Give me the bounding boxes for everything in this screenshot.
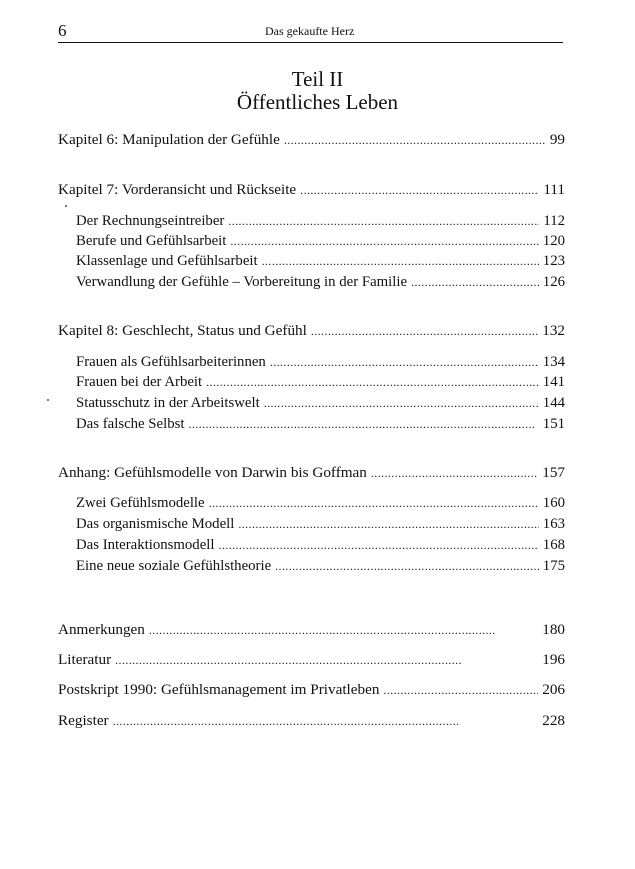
toc-entry-notes — [58, 620, 565, 640]
dot-leader — [228, 211, 539, 231]
toc-entry-section — [76, 493, 565, 513]
toc-entry-label: Register — [58, 712, 109, 729]
toc-entry-label: Berufe und Gefühlsarbeit — [76, 233, 227, 249]
dot-leader — [113, 711, 539, 731]
toc-entry-page: 111 — [543, 181, 565, 198]
toc-entry-page: 196 — [542, 651, 565, 668]
dot-leader — [206, 372, 539, 392]
toc-entry-page: 99 — [549, 131, 565, 148]
toc-entry-page: 160 — [542, 495, 565, 511]
dot-leader — [411, 272, 539, 292]
toc-entry-label: Eine neue soziale Gefühlstheorie — [76, 558, 272, 574]
toc-entry-label: Anhang: Gefühlsmodelle von Darwin bis Goffman — [58, 464, 367, 481]
toc-entry-label: Verwandlung der Gefühle – Vorbereitung in der Familie — [76, 274, 408, 290]
toc-entry-page: 132 — [542, 322, 565, 339]
dot-leader — [238, 514, 538, 534]
toc-entry-page: 120 — [542, 233, 565, 249]
toc-entry-label: Frauen bei der Arbeit — [76, 374, 203, 390]
toc-entry-label: Das Interaktionsmodell — [76, 537, 215, 553]
toc-entry-label: Kapitel 8: Geschlecht, Status und Gefühl — [58, 322, 307, 339]
page-number: 6 — [58, 21, 67, 40]
toc-entry-section — [76, 556, 565, 576]
dot-leader — [149, 620, 538, 640]
toc-entry-section — [76, 535, 565, 555]
toc-entry-section — [76, 393, 565, 413]
toc-entry-page: 175 — [542, 558, 565, 574]
dot-leader — [188, 414, 538, 434]
dot-leader — [311, 321, 538, 341]
dot-leader — [383, 680, 538, 700]
toc-entry-page: 168 — [542, 537, 565, 553]
dot-leader — [218, 535, 538, 555]
toc-entry-label: Statusschutz in der Arbeitswelt — [76, 395, 260, 411]
toc-entry-page: 112 — [543, 213, 565, 229]
toc-entry-section — [76, 231, 565, 251]
toc-entry-page: 134 — [542, 354, 565, 370]
running-title: Das gekaufte Herz — [265, 24, 355, 38]
toc-entry-label: Klassenlage und Gefühlsarbeit — [76, 253, 258, 269]
toc-entry-label: Der Rechnungseintreiber — [76, 213, 225, 229]
toc-entry-section — [76, 211, 565, 231]
toc-entry-label: Zwei Gefühlsmodelle — [76, 495, 205, 511]
header-rule — [58, 42, 563, 43]
toc-entry-section — [76, 251, 565, 271]
toc-entry-bibliography — [58, 650, 565, 670]
toc-entry-label: Anmerkungen — [58, 621, 145, 638]
toc-entry-appendix — [58, 463, 565, 483]
toc-entry-chapter-6 — [58, 130, 565, 150]
toc-entry-label: Das organismische Modell — [76, 516, 235, 532]
dot-leader — [230, 231, 538, 251]
toc-entry-page: 126 — [542, 274, 565, 290]
dot-leader — [209, 493, 539, 513]
toc-entry-label: Literatur — [58, 651, 112, 668]
toc-entry-page: 151 — [542, 416, 565, 432]
toc-entry-section — [76, 372, 565, 392]
toc-entry-section — [76, 352, 565, 372]
toc-entry-section — [76, 272, 565, 292]
toc-entry-postscript — [58, 680, 565, 700]
toc-entry-chapter-8 — [58, 321, 565, 341]
scan-speck — [65, 205, 67, 207]
toc-entry-index — [58, 711, 565, 731]
toc-entry-page: 163 — [542, 516, 565, 532]
dot-leader — [284, 130, 546, 150]
toc-entry-section — [76, 414, 565, 434]
dot-leader — [371, 463, 538, 483]
dot-leader — [264, 393, 539, 413]
toc-entry-label: Kapitel 6: Manipulation der Gefühle — [58, 131, 280, 148]
toc-entry-section — [76, 514, 565, 534]
toc-entry-chapter-7 — [58, 180, 565, 200]
toc-entry-page: 206 — [542, 681, 565, 698]
running-head — [58, 21, 558, 43]
toc-entry-label: Frauen als Gefühlsarbeiterinnen — [76, 354, 266, 370]
toc-entry-label: Das falsche Selbst — [76, 416, 185, 432]
dot-leader — [262, 251, 539, 271]
toc-entry-page: 123 — [542, 253, 565, 269]
dot-leader — [300, 180, 539, 200]
toc-entry-page: 228 — [542, 712, 565, 729]
part-subtitle: Öffentliches Leben — [236, 90, 399, 114]
toc-entry-page: 144 — [542, 395, 565, 411]
toc-entry-label: Kapitel 7: Vorderansicht und Rückseite — [58, 181, 297, 198]
part-title: Teil II — [291, 67, 344, 91]
toc-entry-page: 157 — [542, 464, 565, 481]
toc-entry-label: Postskript 1990: Gefühlsmanagement im Privatleben — [58, 681, 380, 698]
toc-entry-page: 141 — [542, 374, 565, 390]
dot-leader — [115, 650, 538, 670]
dot-leader — [275, 556, 539, 576]
dot-leader — [270, 352, 539, 372]
toc-entry-page: 180 — [542, 621, 565, 638]
scan-speck — [47, 399, 49, 401]
